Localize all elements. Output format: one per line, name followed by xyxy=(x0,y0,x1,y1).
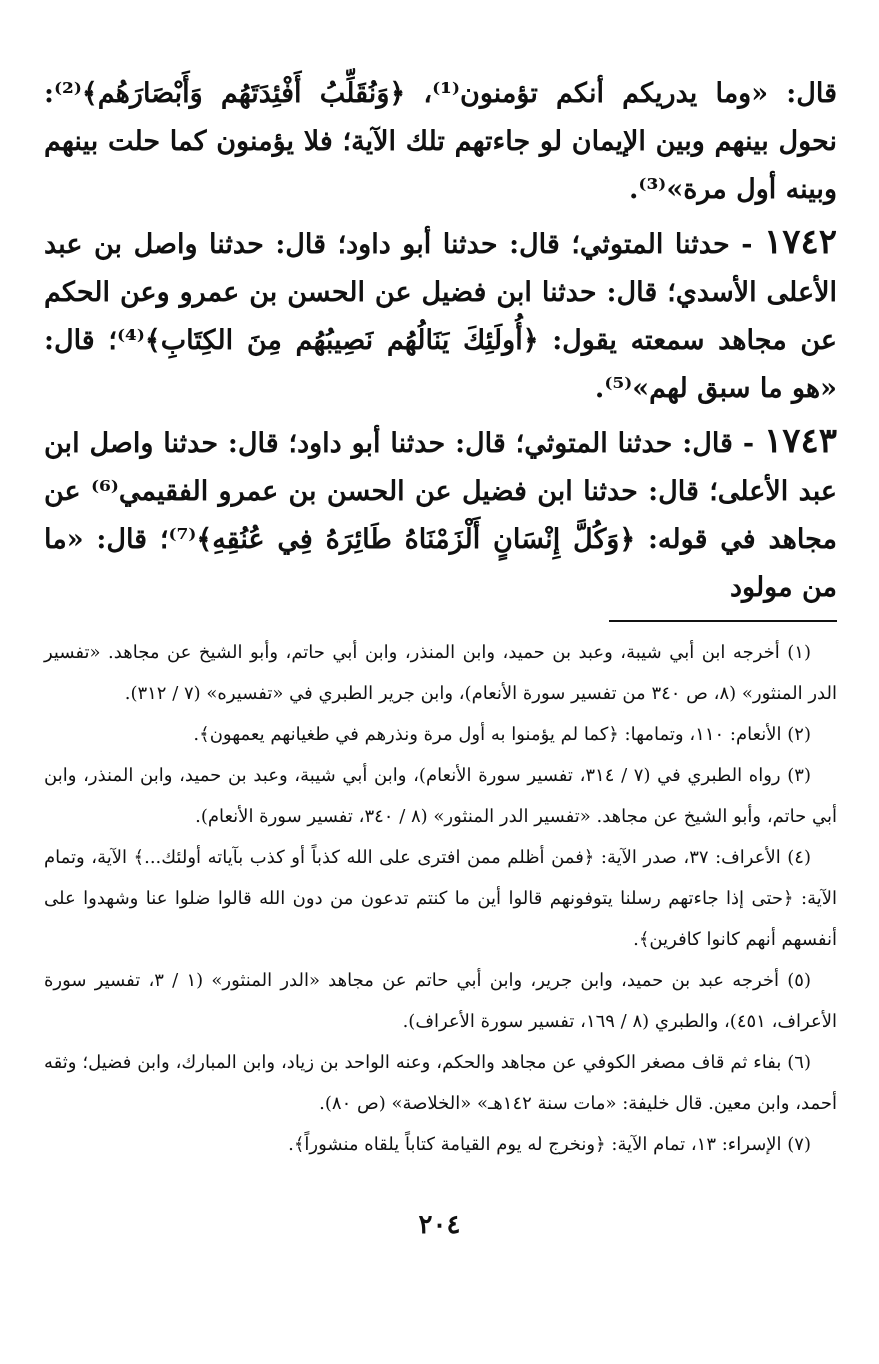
book-page xyxy=(44,70,837,1165)
entry-1743 xyxy=(44,417,837,612)
footnotes xyxy=(44,632,837,1165)
footnote: (٢) الأنعام: ١١٠، وتمامها: ﴿كما لم يؤمنوا به أول مرة ونذرهم في طغيانهم يعمهون﴾. xyxy=(193,724,811,745)
entry-text: - حدثنا المتوثي؛ قال: حدثنا أبو داود؛ قال: حدثنا واصل بن عبد الأعلى الأسدي؛ قال: حدثنا ابن فضيل عن الحسن بن عمرو وعن الحكم عن مجاهد سمعته يقول: ﴿أُولَئِكَ يَنَالُهُم نَصِيبُهُم مِنَ الكِتَابِ﴾⁽⁴⁾؛ قال: «هو ما سبق لهم»⁽⁵⁾. xyxy=(44,229,837,404)
entry-number: ١٧٤٢ xyxy=(763,222,837,262)
footnote: (٣) رواه الطبري في (٧ / ٣١٤، تفسير سورة الأنعام)، وابن أبي شيبة، وعبد بن حميد، وابن المنذر، وابن أبي حاتم، وأبو الشيخ عن مجاهد. «تفسير الدر المنثور» (٨ / ٣٤٠، تفسير سورة الأنعام). xyxy=(44,765,837,827)
footnote-divider xyxy=(609,620,837,622)
footnote: (١) أخرجه ابن أبي شيبة، وعبد بن حميد، وابن المنذر، وابن أبي حاتم، وأبو الشيخ عن مجاهد. «تفسير الدر المنثور» (٨، ص ٣٤٠ من تفسير سورة الأنعام)، وابن جرير الطبري في «تفسيره» (٧ / ٣١٢). xyxy=(44,642,837,704)
page-number: ٢٠٤ xyxy=(418,1210,461,1240)
footnote: (٥) أخرجه عبد بن حميد، وابن جرير، وابن أبي حاتم عن مجاهد «الدر المنثور» (١ / ٣، تفسير سورة الأعراف، ٤٥١)، والطبري (٨ / ١٦٩، تفسير سورة الأعراف). xyxy=(44,970,837,1032)
entry-text: - قال: حدثنا المتوثي؛ قال: حدثنا أبو داود؛ قال: حدثنا واصل ابن عبد الأعلى؛ قال: حدثنا ابن فضيل عن الحسن بن عمرو الفقيمي⁽⁶⁾ عن مجاهد في قوله: ﴿وَكُلَّ إِنْسَانٍ أَلْزَمْنَاهُ طَائِرَهُ فِي عُنُقِهِ﴾⁽⁷⁾؛ قال: «ما من مولود xyxy=(44,428,837,603)
entry-number: ١٧٤٣ xyxy=(763,421,837,461)
entry-1742 xyxy=(44,218,837,413)
paragraph-continuation: قال: «وما يدريكم أنكم تؤمنون⁽¹⁾، ﴿وَنُقَلِّبُ أَفْئِدَتَهُم وَأَبْصَارَهُم﴾⁽²⁾: نحول بينهم وبين الإيمان لو جاءتهم تلك الآية؛ فلا يؤمنون كما حلت بينهم وبينه أول مرة»⁽³⁾. xyxy=(44,78,837,205)
footnote: (٤) الأعراف: ٣٧، صدر الآية: ﴿فمن أظلم ممن افترى على الله كذباً أو كذب بآياته أولئك...﴾ الآية، وتمام الآية: ﴿حتى إذا جاءتهم رسلنا يتوفونهم قالوا أين ما كنتم تدعون من دون الله قالوا ضلوا عنا وشهدوا على أنفسهم أنهم كانوا كافرين﴾. xyxy=(44,847,837,950)
footnote: (٧) الإسراء: ١٣، تمام الآية: ﴿ونخرج له يوم القيامة كتاباً يلقاه منشوراً﴾. xyxy=(288,1134,811,1155)
footnote: (٦) بفاء ثم قاف مصغر الكوفي عن مجاهد والحكم، وعنه الواحد بن زياد، وابن المبارك، وابن فضيل؛ وثقه أحمد، وابن معين. قال خليفة: «مات سنة ١٤٢هـ» «الخلاصة» (ص ٨٠). xyxy=(44,1052,837,1114)
main-text xyxy=(44,70,837,612)
